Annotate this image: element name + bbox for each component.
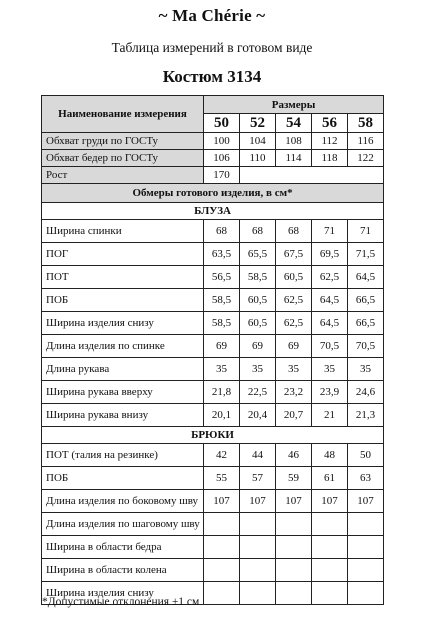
product-title: Костюм 3134 <box>162 67 262 86</box>
size-header: 54 <box>276 114 312 133</box>
brand-title: ~ Ma Chérie ~ <box>158 6 266 25</box>
row-label: Ширина рукава вверху <box>42 381 204 404</box>
cell-value: 107 <box>240 490 276 513</box>
cell-value <box>312 536 348 559</box>
row-label: Ширина спинки <box>42 220 204 243</box>
measurement-row <box>42 490 384 513</box>
cell-value: 64,5 <box>312 289 348 312</box>
measurement-row <box>42 266 384 289</box>
cell-value: 61 <box>312 467 348 490</box>
cell-value: 56,5 <box>204 266 240 289</box>
row-label: Ширина рукава внизу <box>42 404 204 427</box>
cell-value: 170 <box>204 167 240 184</box>
section-title: БЛУЗА <box>42 203 384 220</box>
row-label: ПОБ <box>42 289 204 312</box>
cell-value <box>240 536 276 559</box>
row-label: Ширина изделия снизу <box>42 312 204 335</box>
cell-value: 108 <box>276 133 312 150</box>
body-measure-row <box>42 133 384 150</box>
cell-value: 107 <box>348 490 384 513</box>
cell-value: 62,5 <box>276 289 312 312</box>
cell-value: 71,5 <box>348 243 384 266</box>
cell-value <box>240 559 276 582</box>
cell-value: 71 <box>348 220 384 243</box>
cell-value: 20,1 <box>204 404 240 427</box>
measurement-row <box>42 358 384 381</box>
measurement-row <box>42 381 384 404</box>
cell-value: 46 <box>276 444 312 467</box>
size-header: 52 <box>240 114 276 133</box>
row-label: ПОТ <box>42 266 204 289</box>
cell-value: 64,5 <box>312 312 348 335</box>
cell-value <box>204 582 240 605</box>
row-label: Длина изделия по шаговому шву <box>42 513 204 536</box>
cell-value: 35 <box>204 358 240 381</box>
cell-value: 114 <box>276 150 312 167</box>
cell-value <box>240 513 276 536</box>
cell-value: 107 <box>276 490 312 513</box>
cell-value: 68 <box>204 220 240 243</box>
cell-value <box>204 559 240 582</box>
cell-value: 21 <box>312 404 348 427</box>
cell-value <box>276 582 312 605</box>
cell-value: 107 <box>204 490 240 513</box>
cell-value: 24,6 <box>348 381 384 404</box>
cell-value: 58,5 <box>240 266 276 289</box>
cell-value: 23,2 <box>276 381 312 404</box>
row-label: Обхват груди по ГОСТу <box>42 133 204 150</box>
row-label: ПОГ <box>42 243 204 266</box>
cell-value <box>348 536 384 559</box>
row-label: Обхват бедер по ГОСТу <box>42 150 204 167</box>
cell-value: 63,5 <box>204 243 240 266</box>
measurement-row <box>42 312 384 335</box>
body-measure-row <box>42 150 384 167</box>
cell-value: 63 <box>348 467 384 490</box>
row-label: Длина изделия по спинке <box>42 335 204 358</box>
size-header: 50 <box>204 114 240 133</box>
measurement-row <box>42 220 384 243</box>
cell-value: 70,5 <box>348 335 384 358</box>
cell-value: 60,5 <box>240 312 276 335</box>
cell-value <box>312 559 348 582</box>
measurements-table-body <box>42 96 384 605</box>
measurement-row <box>42 289 384 312</box>
cell-value: 112 <box>312 133 348 150</box>
row-label: ПОТ (талия на резинке) <box>42 444 204 467</box>
cell-value: 66,5 <box>348 312 384 335</box>
measurement-row <box>42 513 384 536</box>
measurement-row <box>42 444 384 467</box>
height-row <box>42 167 384 184</box>
cell-value: 70,5 <box>312 335 348 358</box>
sizes-header: Размеры <box>204 96 384 114</box>
cell-value: 60,5 <box>240 289 276 312</box>
cell-value: 21,8 <box>204 381 240 404</box>
cell-value: 59 <box>276 467 312 490</box>
row-label: Рост <box>42 167 204 184</box>
cell-value: 35 <box>240 358 276 381</box>
measurement-row <box>42 243 384 266</box>
cell-value: 104 <box>240 133 276 150</box>
cell-value: 107 <box>312 490 348 513</box>
cell-value: 35 <box>276 358 312 381</box>
cell-value: 69 <box>240 335 276 358</box>
measurement-row <box>42 467 384 490</box>
garment-measurements-header: Обмеры готового изделия, в см* <box>42 184 384 203</box>
measurement-row <box>42 404 384 427</box>
cell-value: 65,5 <box>240 243 276 266</box>
measurements-table <box>41 95 384 605</box>
cell-value: 71 <box>312 220 348 243</box>
cell-value: 20,7 <box>276 404 312 427</box>
footnote: *Допустимые отклонения ±1 см <box>42 596 200 608</box>
cell-value: 68 <box>276 220 312 243</box>
measurement-name-header: Наименование измерения <box>42 96 204 133</box>
cell-value: 68 <box>240 220 276 243</box>
cell-value: 110 <box>240 150 276 167</box>
measurement-row <box>42 559 384 582</box>
cell-value <box>312 582 348 605</box>
cell-value: 55 <box>204 467 240 490</box>
row-label: Ширина в области бедра <box>42 536 204 559</box>
size-header: 56 <box>312 114 348 133</box>
cell-value: 21,3 <box>348 404 384 427</box>
cell-value: 42 <box>204 444 240 467</box>
cell-value: 50 <box>348 444 384 467</box>
row-label: Ширина изделия снизу <box>42 582 204 605</box>
cell-value: 58,5 <box>204 312 240 335</box>
cell-value <box>204 536 240 559</box>
cell-value <box>348 582 384 605</box>
row-label: Ширина в области колена <box>42 559 204 582</box>
cell-value: 67,5 <box>276 243 312 266</box>
cell-value <box>240 582 276 605</box>
cell-value: 62,5 <box>312 266 348 289</box>
row-label: ПОБ <box>42 467 204 490</box>
cell-value: 22,5 <box>240 381 276 404</box>
cell-value: 122 <box>348 150 384 167</box>
cell-value: 57 <box>240 467 276 490</box>
cell-value: 35 <box>312 358 348 381</box>
cell-value: 69 <box>204 335 240 358</box>
cell-value: 58,5 <box>204 289 240 312</box>
cell-value: 62,5 <box>276 312 312 335</box>
cell-value: 44 <box>240 444 276 467</box>
cell-value: 48 <box>312 444 348 467</box>
cell-value <box>276 536 312 559</box>
cell-value <box>348 559 384 582</box>
cell-value: 23,9 <box>312 381 348 404</box>
cell-value: 60,5 <box>276 266 312 289</box>
table-subtitle: Таблица измерений в готовом виде <box>111 40 313 55</box>
cell-value: 69 <box>276 335 312 358</box>
cell-value: 100 <box>204 133 240 150</box>
cell-value <box>276 513 312 536</box>
cell-value: 69,5 <box>312 243 348 266</box>
cell-value <box>312 513 348 536</box>
cell-value <box>276 559 312 582</box>
cell-value: 106 <box>204 150 240 167</box>
size-header: 58 <box>348 114 384 133</box>
measurement-row <box>42 536 384 559</box>
cell-value: 118 <box>312 150 348 167</box>
cell-value: 66,5 <box>348 289 384 312</box>
cell-value <box>204 513 240 536</box>
row-label: Длина изделия по боковому шву <box>42 490 204 513</box>
cell-value <box>348 513 384 536</box>
section-title: БРЮКИ <box>42 427 384 444</box>
cell-value: 64,5 <box>348 266 384 289</box>
cell-value: 116 <box>348 133 384 150</box>
measurement-row <box>42 335 384 358</box>
cell-value: 20,4 <box>240 404 276 427</box>
row-label: Длина рукава <box>42 358 204 381</box>
cell-value: 35 <box>348 358 384 381</box>
empty-cell <box>240 167 384 184</box>
